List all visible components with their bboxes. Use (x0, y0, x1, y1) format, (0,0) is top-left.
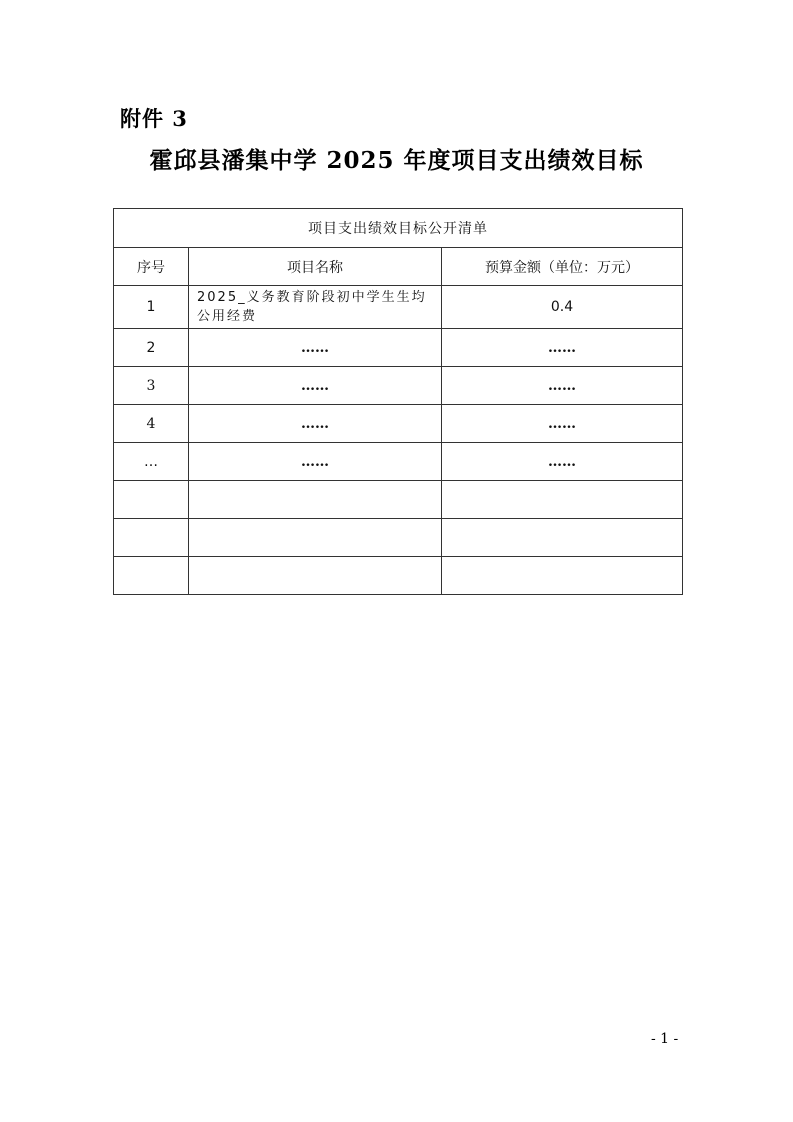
row-budget-amount (442, 481, 683, 519)
row-project-name (189, 481, 442, 519)
row-index: … (114, 443, 189, 481)
table-row (114, 519, 683, 557)
table-header-row (114, 248, 683, 286)
row-index: 2 (114, 329, 189, 367)
row-project-name: 2025_义务教育阶段初中学生生均公用经费 (189, 286, 442, 329)
row-index: 4 (114, 405, 189, 443)
row-budget-amount (442, 519, 683, 557)
table-row (114, 286, 683, 329)
row-project-name: …… (189, 405, 442, 443)
row-index (114, 519, 189, 557)
row-budget-amount: …… (442, 329, 683, 367)
table-caption-row (114, 209, 683, 248)
table-row (114, 405, 683, 443)
table-row (114, 443, 683, 481)
row-budget-amount (442, 557, 683, 595)
attachment-label: 附件 3 (120, 106, 188, 131)
row-project-name (189, 557, 442, 595)
table-caption: 项目支出绩效目标公开清单 (114, 209, 683, 248)
row-index (114, 557, 189, 595)
row-project-name: …… (189, 329, 442, 367)
header-project-name: 项目名称 (189, 248, 442, 286)
row-index: 1 (114, 286, 189, 329)
row-budget-amount: 0.4 (442, 286, 683, 329)
header-index: 序号 (114, 248, 189, 286)
header-budget-amount: 预算金额（单位：万元） (442, 248, 683, 286)
row-budget-amount: …… (442, 443, 683, 481)
row-budget-amount: …… (442, 367, 683, 405)
table-row (114, 557, 683, 595)
page-number: - 1 - (651, 1031, 679, 1047)
table-row (114, 481, 683, 519)
row-index (114, 481, 189, 519)
document-title: 霍邱县潘集中学 2025 年度项目支出绩效目标 (149, 147, 644, 174)
row-project-name (189, 519, 442, 557)
row-project-name: …… (189, 443, 442, 481)
table-row (114, 329, 683, 367)
row-project-name: …… (189, 367, 442, 405)
row-budget-amount: …… (442, 405, 683, 443)
row-index: 3 (114, 367, 189, 405)
table-row (114, 367, 683, 405)
performance-target-table (113, 208, 683, 595)
